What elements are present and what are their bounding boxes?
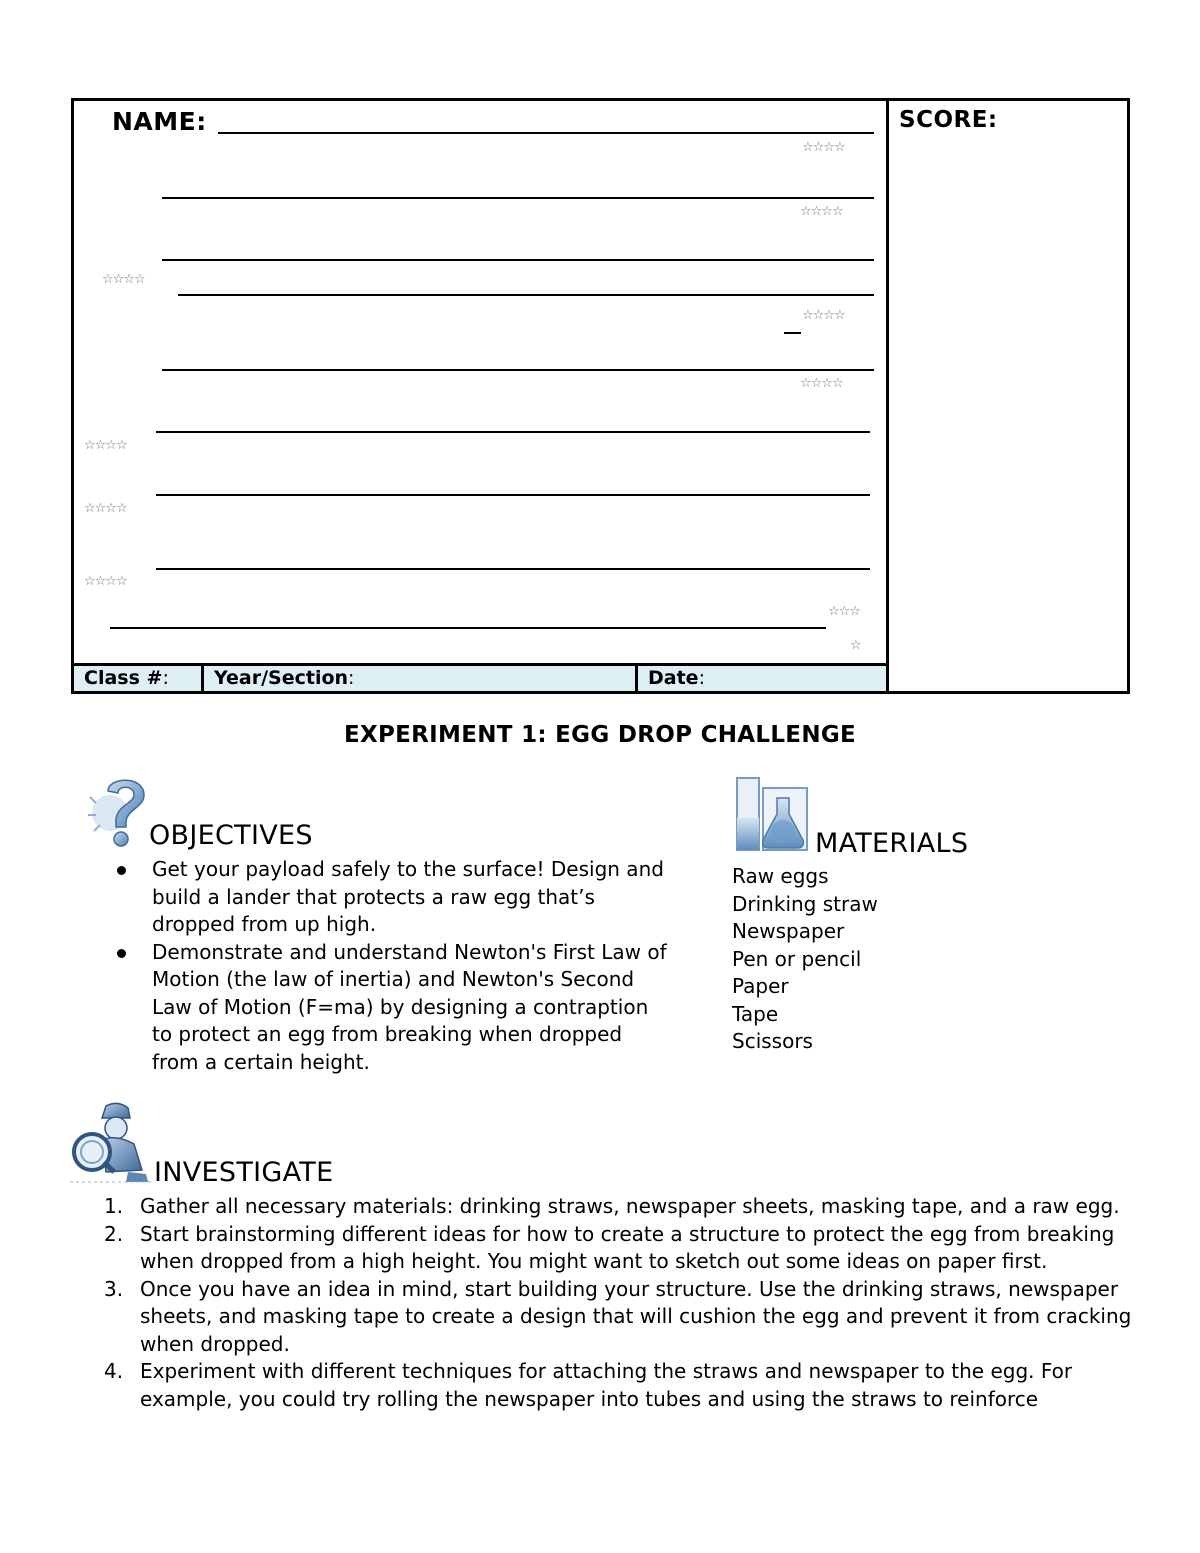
class-number-cell[interactable]	[74, 666, 204, 691]
name-area	[74, 101, 886, 664]
score-label: SCORE:	[899, 107, 998, 133]
investigate-heading: INVESTIGATE	[154, 1157, 334, 1188]
list-item: Newspaper	[732, 919, 845, 943]
objectives-list	[110, 856, 670, 1076]
name-line[interactable]	[218, 132, 874, 134]
list-item: Paper	[732, 974, 789, 998]
step-number: 3.	[104, 1276, 124, 1301]
star-cluster-icon: ☆☆☆☆	[802, 140, 845, 155]
class-number-label: Class #	[84, 667, 163, 689]
colon: :	[162, 667, 169, 689]
list-item: Demonstrate and understand Newton's First Law of Motion (the law of inertia) and Newton's Second Law of Motion (F=ma) by designing a contraption to protect an egg from breaking when dropped from a certain height.	[110, 939, 670, 1077]
list-item	[104, 1193, 1144, 1221]
step-text: Start brainstorming different ideas for how to create a structure to protect the egg from breaking when dropped from a high height. You might want to sketch out some ideas on paper first.	[140, 1221, 1115, 1273]
lab-glassware-icon	[733, 774, 815, 854]
year-section-cell[interactable]	[204, 666, 638, 691]
step-number: 2.	[104, 1221, 124, 1246]
list-item	[104, 1358, 1144, 1413]
writing-line	[156, 494, 870, 496]
list-item: Tape	[732, 1001, 779, 1026]
investigate-steps-list	[104, 1193, 1144, 1413]
date-cell[interactable]	[638, 666, 886, 691]
writing-line	[110, 627, 826, 629]
class-info-row	[74, 663, 886, 691]
star-cluster-icon: ☆☆☆☆	[802, 308, 845, 323]
writing-line	[162, 369, 874, 371]
list-item: Drinking straw	[732, 891, 878, 916]
list-item: Get your payload safely to the surface! Design and build a lander that protects a raw egg that’s dropped from up high.	[110, 856, 670, 939]
list-item: Scissors	[732, 1029, 813, 1053]
writing-line	[162, 259, 874, 261]
step-text: Gather all necessary materials: drinking straws, newspaper sheets, masking tape, and a raw egg.	[140, 1194, 1120, 1218]
materials-heading: MATERIALS	[815, 828, 969, 859]
star-cluster-icon: ☆☆☆	[828, 604, 860, 619]
list-item	[104, 1276, 1144, 1359]
name-label: NAME:	[112, 107, 207, 136]
list-item: Pen or pencil	[732, 946, 862, 971]
colon: :	[698, 667, 705, 689]
writing-line	[156, 568, 870, 570]
student-info-box	[71, 98, 1130, 694]
star-cluster-icon: ☆☆☆☆	[84, 574, 127, 589]
objectives-heading: OBJECTIVES	[149, 820, 313, 851]
writing-line	[178, 294, 874, 296]
star-cluster-icon: ☆☆☆☆	[800, 204, 843, 219]
experiment-title: EXPERIMENT 1: EGG DROP CHALLENGE	[343, 722, 857, 748]
colon: :	[348, 667, 355, 689]
year-section-label: Year/Section	[214, 667, 349, 689]
star-icon: ☆	[850, 638, 861, 653]
step-text: Experiment with different techniques for attaching the straws and newspaper to the egg. For example, you could try rolling the newspaper into tubes and using the straws to reinforce	[140, 1359, 1073, 1411]
date-label: Date	[648, 667, 699, 689]
writing-line	[162, 197, 874, 199]
star-cluster-icon: ☆☆☆☆	[800, 376, 843, 391]
detective-magnifier-icon	[68, 1100, 156, 1186]
star-cluster-icon: ☆☆☆☆	[84, 438, 127, 453]
list-item	[104, 1221, 1144, 1276]
writing-line	[784, 332, 801, 334]
question-mark-icon	[88, 773, 150, 849]
step-number: 4.	[104, 1359, 124, 1383]
star-cluster-icon: ☆☆☆☆	[102, 272, 145, 287]
materials-list	[732, 863, 878, 1056]
writing-line	[156, 431, 870, 433]
list-item: Raw eggs	[732, 864, 829, 888]
score-column	[886, 101, 1127, 691]
star-cluster-icon: ☆☆☆☆	[84, 501, 127, 516]
step-number: 1.	[104, 1194, 124, 1218]
step-text: Once you have an idea in mind, start building your structure. Use the drinking straws, newspaper sheets, and masking tape to create a design that will cushion the egg and prevent it from cracking when dropped.	[140, 1276, 1132, 1356]
